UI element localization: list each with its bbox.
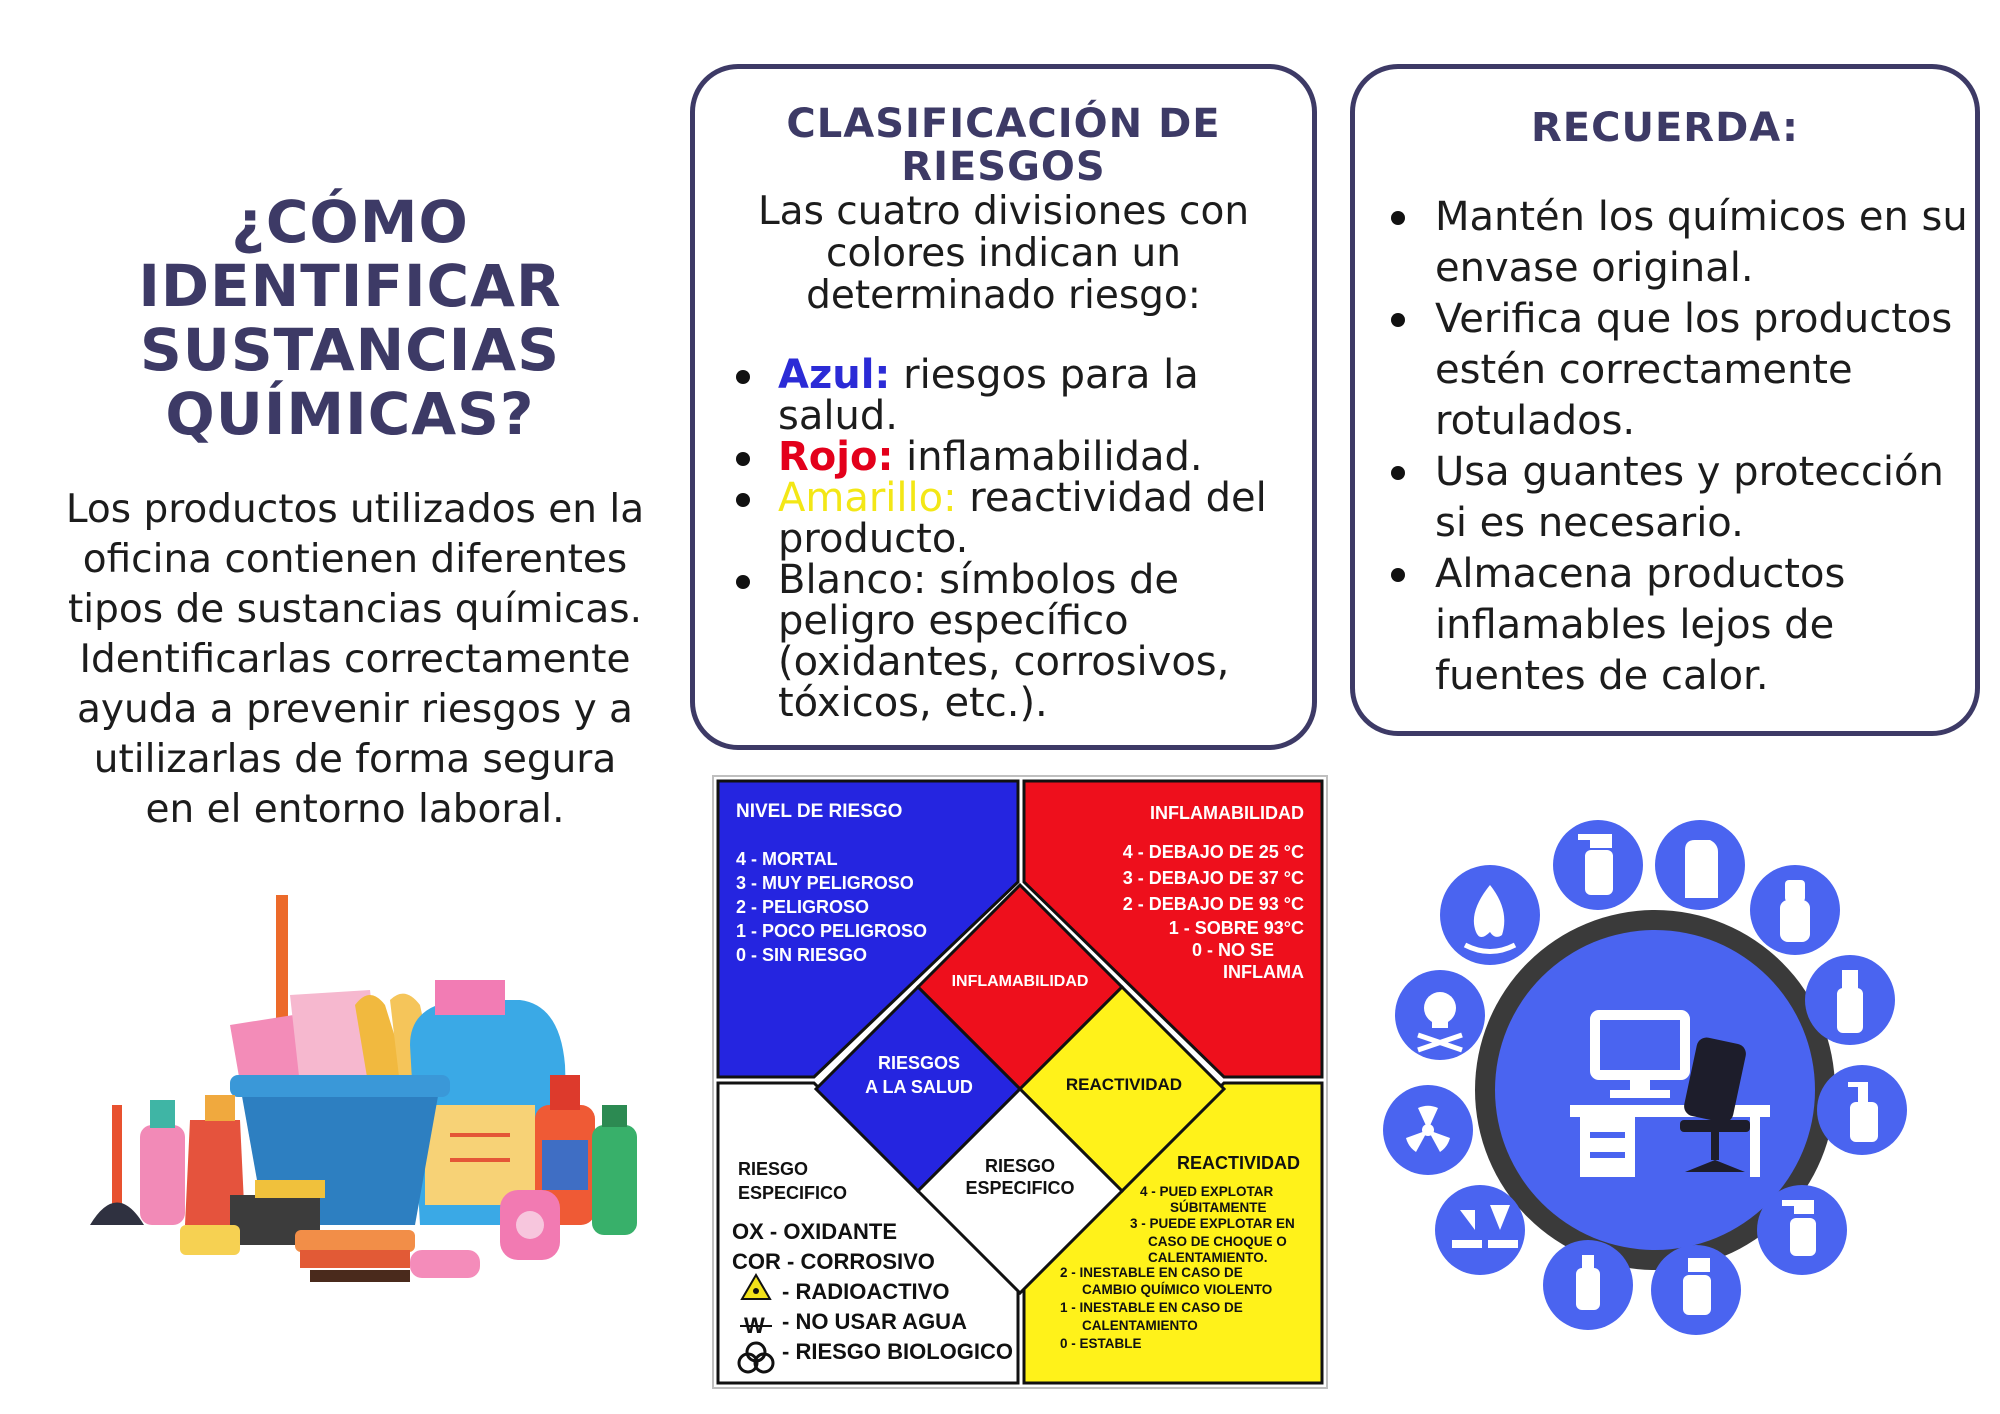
intro-line: Los productos utilizados en la xyxy=(65,487,645,532)
item-text: si es necesario. xyxy=(1435,500,1744,546)
reactivity-panel-lines xyxy=(1060,1183,1295,1353)
item-text: riesgos para la xyxy=(890,352,1199,398)
page-title xyxy=(30,190,670,446)
intro-line: tipos de sustancias químicas. xyxy=(68,587,642,632)
special-line: COR - CORROSIVO xyxy=(732,1249,935,1274)
reactivity-level: CAMBIO QUÍMICO VIOLENTO xyxy=(1082,1282,1273,1297)
diamond-left-label xyxy=(844,1051,994,1099)
remember-box xyxy=(1350,64,1980,736)
item-text: envase original. xyxy=(1435,245,1754,291)
intro-line: Identificarlas correctamente xyxy=(79,637,631,682)
item-text: Verifica que los productos xyxy=(1435,296,1953,342)
title-line: QUÍMICAS? xyxy=(165,380,535,448)
subtitle-line: determinado riesgo: xyxy=(806,273,1201,318)
fire-level: INFLAMA xyxy=(1223,962,1304,982)
bleach-bottle-icon xyxy=(1805,955,1895,1045)
health-level: 0 - SIN RIESGO xyxy=(736,945,868,965)
health-level: 2 - PELIGROSO xyxy=(736,897,870,917)
remember-title: RECUERDA: xyxy=(1531,105,1799,151)
reactivity-level: 0 - ESTABLE xyxy=(1060,1336,1142,1351)
classification-box xyxy=(690,64,1317,750)
item-text: estén correctamente xyxy=(1435,347,1853,393)
list-item-blue xyxy=(778,352,1312,439)
reactivity-level: CASO DE CHOQUE O xyxy=(1148,1234,1287,1249)
special-line: - NO USAR AGUA xyxy=(782,1309,967,1334)
item-text: (oxidantes, corrosivos, xyxy=(778,639,1230,685)
corrosive-icon xyxy=(1435,1185,1525,1275)
item-text: Almacena productos xyxy=(1435,551,1846,597)
spray-bottle-icon xyxy=(1553,820,1643,910)
soap-dispenser-icon xyxy=(1817,1065,1907,1155)
fire-level: 4 - DEBAJO DE 25 °C xyxy=(1122,842,1304,862)
item-text: producto. xyxy=(778,516,969,562)
reactivity-level: 4 - PUED EXPLOTAR xyxy=(1140,1184,1274,1199)
health-panel-heading: NIVEL DE RIESGO xyxy=(736,801,903,822)
intro-line: utilizarlas de forma segura xyxy=(93,737,617,782)
classification-title xyxy=(695,103,1312,189)
no-water-icon: W xyxy=(744,1313,765,1338)
item-text: Mantén los químicos en su xyxy=(1435,194,1968,240)
fire-level: 0 - NO SE xyxy=(1191,940,1274,960)
bottle-icon xyxy=(1543,1240,1633,1330)
fire-icon xyxy=(1440,865,1540,965)
diamond-label-line: A LA SALUD xyxy=(865,1077,973,1097)
reactivity-level: 3 - PUEDE EXPLOTAR EN xyxy=(1130,1216,1295,1231)
intro-line: en el entorno laboral. xyxy=(145,787,565,832)
fire-level: 1 - SOBRE 93°C xyxy=(1168,918,1304,938)
diamond-label-line: RIESGO xyxy=(984,1156,1055,1176)
detergent-bottle-icon xyxy=(1750,865,1840,955)
color-word-red: Rojo: xyxy=(778,434,894,480)
health-level: 3 - MUY PELIGROSO xyxy=(736,873,914,893)
item-text: rotulados. xyxy=(1435,398,1636,444)
color-word-blue: Azul: xyxy=(778,352,891,398)
list-item-white xyxy=(778,557,1312,726)
diamond-label-line: RIESGOS xyxy=(877,1053,961,1073)
fire-panel-heading: INFLAMABILIDAD xyxy=(1150,803,1304,823)
list-item-yellow xyxy=(778,475,1312,562)
fire-level: 3 - DEBAJO DE 37 °C xyxy=(1122,868,1304,888)
remember-list xyxy=(1375,192,1975,702)
fire-panel-lines xyxy=(1123,839,1304,983)
special-line: - RIESGO BIOLOGICO xyxy=(782,1339,1014,1364)
intro-paragraph xyxy=(40,485,670,835)
title-line: ¿CÓMO IDENTIFICAR xyxy=(138,188,562,320)
health-level: 1 - POCO PELIGROSO xyxy=(736,921,928,941)
intro-line: oficina contienen diferentes xyxy=(82,537,628,582)
list-item-red xyxy=(778,434,1312,480)
item-text: inflamables lejos de xyxy=(1435,602,1835,648)
classification-subtitle xyxy=(695,191,1312,317)
health-level: 4 - MORTAL xyxy=(736,849,838,869)
subtitle-line: colores indican un xyxy=(826,231,1181,276)
risk-color-list xyxy=(723,352,1312,726)
special-heading-line: ESPECIFICO xyxy=(738,1183,848,1203)
diamond-right-label: REACTIVIDAD xyxy=(1065,1075,1183,1094)
reactivity-level: SÚBITAMENTE xyxy=(1170,1200,1267,1215)
classification-title-line: CLASIFICACIÓN DE xyxy=(786,101,1221,147)
list-item xyxy=(1435,192,1975,294)
item-text: reactividad del xyxy=(956,475,1267,521)
reactivity-panel-heading: REACTIVIDAD xyxy=(1176,1153,1300,1173)
diamond-label-line: ESPECIFICO xyxy=(965,1178,1075,1198)
intro-line: ayuda a prevenir riesgos y a xyxy=(77,687,633,732)
reactivity-level: 2 - INESTABLE EN CASO DE xyxy=(1060,1265,1243,1280)
special-panel-heading xyxy=(738,1157,847,1205)
nfpa-diagram xyxy=(712,775,1328,1389)
spray-bottle-icon xyxy=(1757,1185,1847,1275)
diamond-top-label: INFLAMABILIDAD xyxy=(951,973,1089,990)
special-heading-line: RIESGO xyxy=(738,1159,809,1179)
reactivity-level: 1 - INESTABLE EN CASO DE xyxy=(1060,1300,1243,1315)
subtitle-line: Las cuatro divisiones con xyxy=(757,189,1250,234)
jug-icon xyxy=(1655,820,1745,910)
cleaning-supplies-illustration xyxy=(80,895,650,1315)
reactivity-level: CALENTAMIENTO. xyxy=(1148,1250,1268,1265)
item-text: Usa guantes y protección xyxy=(1435,449,1944,495)
spray-bottle-icon xyxy=(1651,1245,1741,1335)
item-text: peligro específico xyxy=(778,598,1129,644)
item-text: fuentes de calor. xyxy=(1435,653,1769,699)
radiation-icon xyxy=(1383,1085,1473,1175)
item-text: Blanco: símbolos de xyxy=(778,557,1179,603)
fire-level: 2 - DEBAJO DE 93 °C xyxy=(1122,894,1304,914)
reactivity-level: CALENTAMIENTO xyxy=(1082,1318,1198,1333)
classification-title-line: RIESGOS xyxy=(901,144,1106,190)
item-text: tóxicos, etc.). xyxy=(778,680,1048,726)
title-line: SUSTANCIAS xyxy=(140,316,560,384)
item-text: salud. xyxy=(778,393,898,439)
special-line: OX - OXIDANTE xyxy=(732,1219,898,1244)
skull-icon xyxy=(1395,970,1485,1060)
item-text: inflamabilidad. xyxy=(893,434,1203,480)
chemical-icons-ring xyxy=(1380,820,1930,1340)
list-item xyxy=(1435,549,1975,702)
special-panel-lines xyxy=(732,1217,1013,1367)
color-word-yellow: Amarillo: xyxy=(778,475,957,521)
list-item xyxy=(1435,294,1975,447)
health-panel-lines xyxy=(736,847,927,967)
special-line: - RADIOACTIVO xyxy=(782,1279,950,1304)
list-item xyxy=(1435,447,1975,549)
